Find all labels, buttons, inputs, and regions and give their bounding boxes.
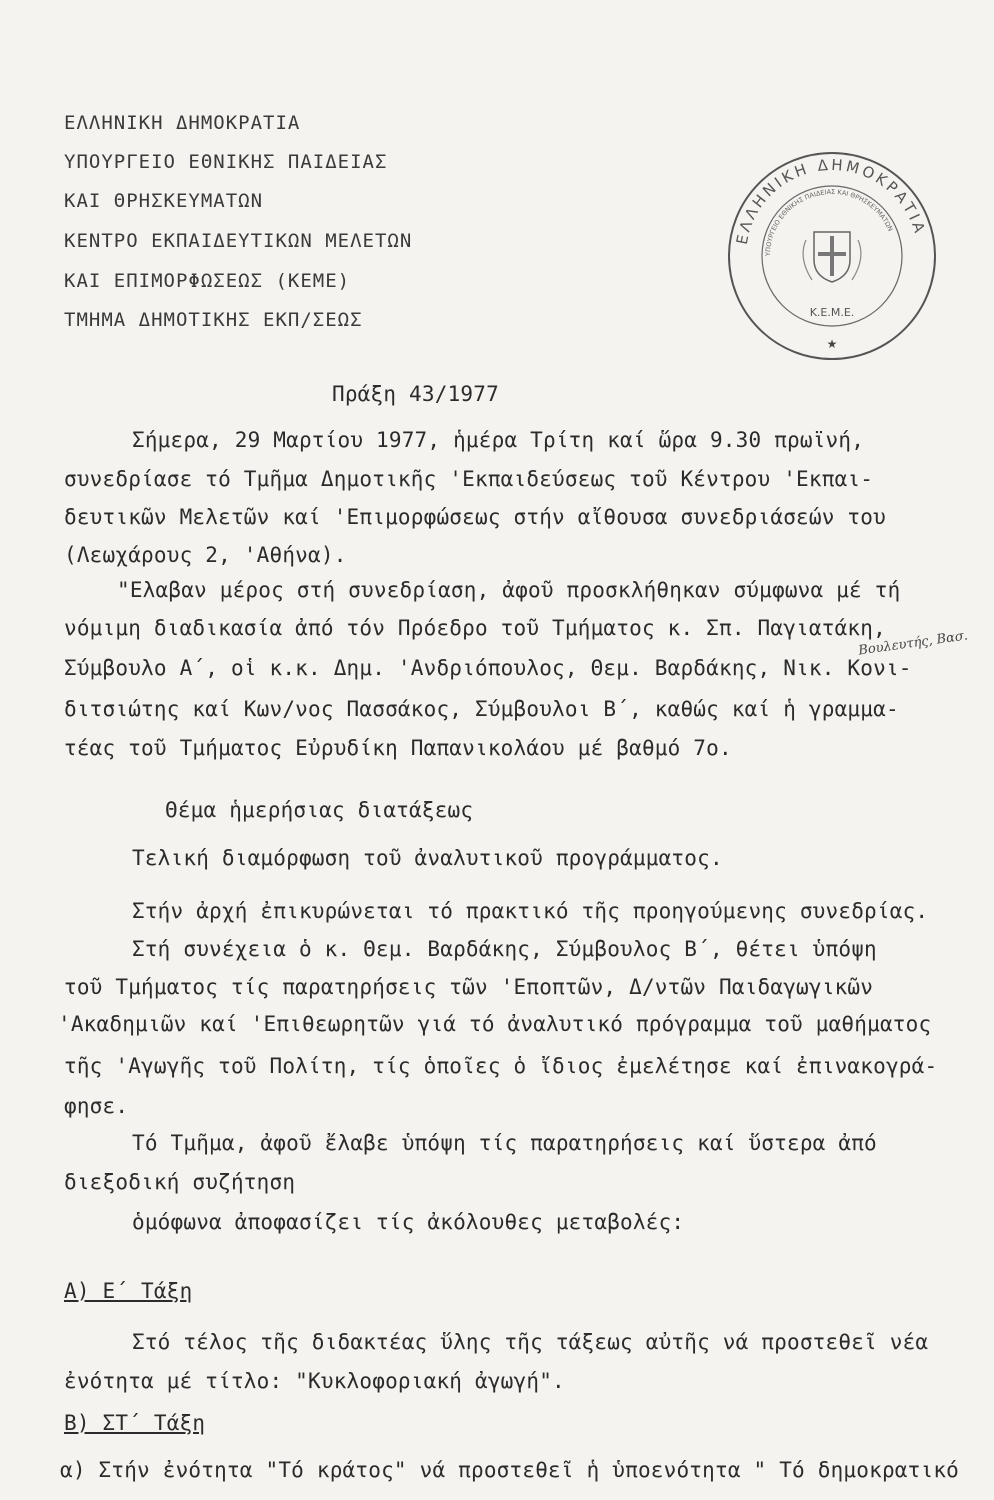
paragraph-4-line-4: τῆς 'Αγωγῆς τοῦ Πολίτη, τίς ὁποῖες ὁ ἴδιος ἐμελέτησε καί ἐπινακογρά- [64, 1054, 938, 1078]
paragraph-2-line-4: διτσιώτης καί Κων/νος Πασσάκος, Σύμβουλοι Β΄, καθώς καί ἡ γραμμα- [64, 697, 899, 721]
agenda-item: Τελική διαμόρφωση τοῦ ἀναλυτικοῦ προγράμματος. [132, 846, 723, 870]
handwritten-note: Βουλευτής, Βασ. [857, 628, 969, 659]
paragraph-2-line-2: νόμιμη διαδικασία ἀπό τόν Πρόεδρο τοῦ Τμήματος κ. Σπ. Παγιατάκη, [64, 616, 886, 640]
paragraph-4-line-1: Στή συνέχεια ὁ κ. Θεμ. Βαρδάκης, Σύμβουλος Β΄, θέτει ὑπόψη [132, 937, 877, 961]
svg-text:ΕΛΛΗΝΙΚΗ ΔΗΜΟΚΡΑΤΙΑ: ΕΛΛΗΝΙΚΗ ΔΗΜΟΚΡΑΤΙΑ [732, 155, 930, 246]
svg-text:Κ.Ε.Μ.Ε.: Κ.Ε.Μ.Ε. [809, 306, 855, 319]
paragraph-1-line-2: συνεδρίασε τό Τμῆμα Δημοτικῆς 'Εκπαιδεύσεως τοῦ Κέντρου 'Εκπαι- [64, 467, 874, 491]
section-b-line-1: α) Στήν ἐνότητα "Τό κράτος" νά προστεθεῖ ἡ ὑποενότητα " Τό δημοκρατικό [60, 1458, 960, 1482]
coat-of-arms-icon [803, 232, 861, 282]
paragraph-4-line-5: φησε. [64, 1094, 129, 1118]
header-line-4: ΚΕΝΤΡΟ ΕΚΠΑΙΔΕΥΤΙΚΩΝ ΜΕΛΕΤΩΝ [64, 230, 413, 252]
header-line-2: ΥΠΟΥΡΓΕΙΟ ΕΘΝΙΚΗΣ ΠΑΙΔΕΙΑΣ [64, 151, 388, 173]
paragraph-4-line-2: τοῦ Τμήματος τίς παρατηρήσεις τῶν 'Εποπτῶν, Δ/ντῶν Παιδαγωγικῶν [64, 975, 874, 999]
document-title: Πράξη 43/1977 [332, 382, 499, 406]
paragraph-5-line-1: Τό Τμῆμα, ἀφοῦ ἔλαβε ὑπόψη τίς παρατηρήσεις καί ὕστερα ἀπό [132, 1131, 877, 1155]
header-line-5: ΚΑΙ ΕΠΙΜΟΡΦΩΣΕΩΣ (ΚΕΜΕ) [64, 270, 351, 292]
paragraph-2-line-1: "Ελαβαν μέρος στή συνεδρίαση, ἀφοῦ προσκλήθηκαν σύμφωνα μέ τή [117, 578, 901, 602]
official-stamp [726, 150, 938, 362]
header-line-6: ΤΜΗΜΑ ΔΗΜΟΤΙΚΗΣ ΕΚΠ/ΣΕΩΣ [64, 309, 363, 331]
paragraph-1-line-3: δευτικῶν Μελετῶν καί 'Επιμορφώσεως στήν αἴθουσα συνεδριάσεών του [64, 505, 886, 529]
section-a-heading: Α) Ε΄ Τάξη [64, 1279, 193, 1303]
paragraph-2-line-5: τέας τοῦ Τμήματος Εὐρυδίκη Παπανικολάου μέ βαθμό 7ο. [64, 736, 732, 760]
paragraph-3: Στήν ἀρχή ἐπικυρώνεται τό πρακτικό τῆς προηγούμενης συνεδρίας. [132, 899, 929, 923]
paragraph-2-line-3: Σύμβουλο Α΄, οἱ κ.κ. Δημ. 'Ανδριόπουλος, Θεμ. Βαρδάκης, Νικ. Κονι- [64, 656, 912, 680]
paragraph-5-line-2: διεξοδική συζήτηση [64, 1170, 296, 1194]
paragraph-6: ὁμόφωνα ἀποφασίζει τίς ἀκόλουθες μεταβολές: [132, 1210, 685, 1234]
svg-text:★: ★ [826, 337, 838, 351]
paragraph-1-line-4: (Λεωχάρους 2, 'Αθήνα). [64, 543, 347, 567]
header-line-3: ΚΑΙ ΘΡΗΣΚΕΥΜΑΤΩΝ [64, 190, 264, 212]
svg-text:ΥΠΟΥΡΓΕΙΟ ΕΘΝΙΚΗΣ ΠΑΙΔΕΙΑΣ ΚΑΙ: ΥΠΟΥΡΓΕΙΟ ΕΘΝΙΚΗΣ ΠΑΙΔΕΙΑΣ ΚΑΙ ΘΡΗΣΚΕΥΜΑΤΩΝ [763, 187, 895, 257]
section-a-line-1: Στό τέλος τῆς διδακτέας ὕλης τῆς τάξεως αὐτῆς νά προστεθεῖ νέα [132, 1330, 929, 1354]
section-b-heading: Β) ΣΤ΄ Τάξη [64, 1411, 206, 1435]
header-line-1: ΕΛΛΗΝΙΚΗ ΔΗΜΟΚΡΑΤΙΑ [64, 112, 301, 134]
paragraph-4-line-3: 'Ακαδημιῶν καί 'Επιθεωρητῶν γιά τό ἀναλυτικό πρόγραμμα τοῦ μαθήματος [58, 1012, 932, 1036]
section-a-line-2: ἐνότητα μέ τίτλο: "Κυκλοφοριακή ἀγωγή". [64, 1369, 565, 1393]
paragraph-1-line-1: Σήμερα, 29 Μαρτίου 1977, ἡμέρα Τρίτη καί ὥρα 9.30 πρωϊνή, [132, 428, 865, 452]
agenda-heading: Θέμα ἡμερήσιας διατάξεως [165, 798, 474, 822]
